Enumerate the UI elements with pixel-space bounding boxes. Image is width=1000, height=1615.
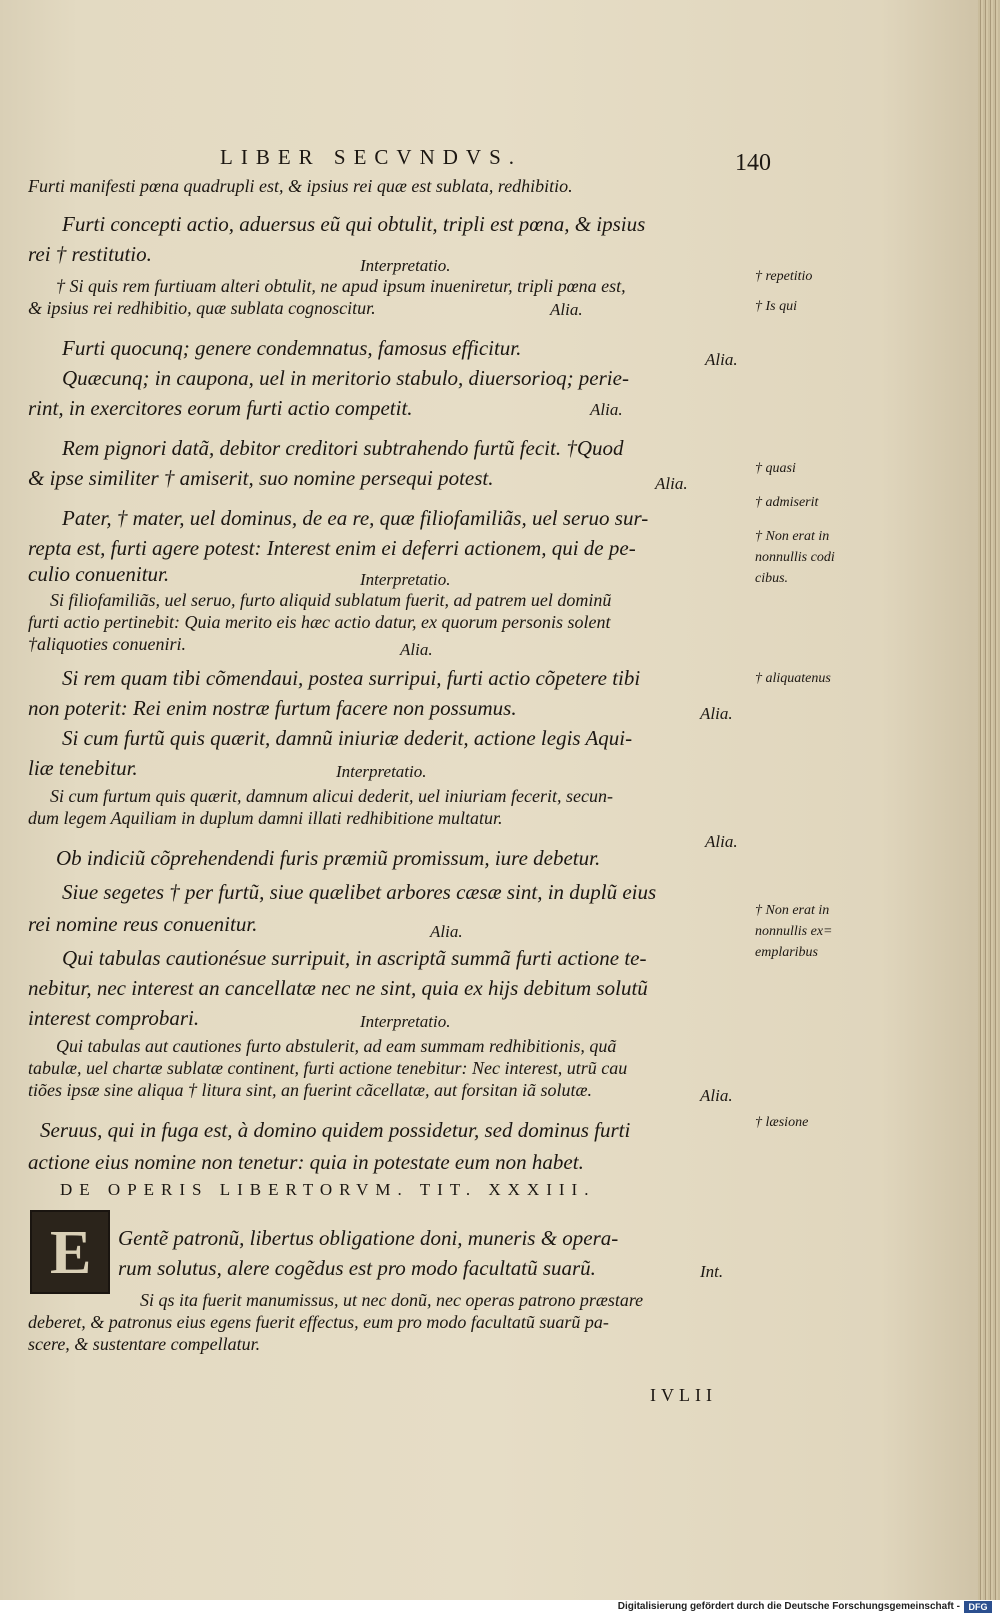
interpretatio-label: Interpretatio. [360,1012,451,1031]
text-line: culio conuenitur. [28,562,170,586]
text-line: Qui tabulas aut cautiones furto abstulerit, ad eam summam redhibitionis, quã [56,1036,617,1056]
alia-label: Alia. [705,350,738,369]
text-line: liæ tenebitur. [28,756,138,780]
text-line: dum legem Aquiliam in duplum damni illati redhibitione multatur. [28,808,503,828]
decorated-initial [30,1210,110,1294]
text-line: Siue segetes † per furtũ, siue quælibet arbores cæsæ sint, in duplũ eius [62,880,657,904]
text-line: Seruus, qui in fuga est, à domino quidem possidetur, sed dominus furti [40,1118,631,1142]
text-line: Rem pignori datã, debitor creditori subtrahendo furtũ fecit. †Quod [62,436,624,460]
text-line: Si cum furtũ quis quærit, damnũ iniuriæ dederit, actione legis Aqui- [62,726,633,750]
text-line: rei nomine reus conuenitur. [28,912,258,936]
text-line: tiões ipsæ sine aliqua † litura sint, an fuerint cãcellatæ, aut forsitan iã solutæ. [28,1080,593,1100]
margin-note: † aliquatenus [755,671,831,686]
catchword: IVLII [650,1385,717,1405]
interpretatio-label: Interpretatio. [336,762,427,781]
text-line: Si cum furtum quis quærit, damnum alicui dederit, uel iniuriam fecerit, secun- [50,786,613,806]
page-edge [978,0,1000,1602]
alia-label: Alia. [700,1086,733,1105]
text-line: & ipsius rei redhibitio, quæ sublata cognoscitur. [28,298,376,318]
margin-note: † Non erat in nonnullis ex= emplaribus [755,903,833,960]
text-line: †aliquoties conueniri. [28,634,186,654]
int-label: Int. [700,1262,724,1281]
alia-label: Alia. [590,400,623,419]
alia-label: Alia. [400,640,433,659]
text-line: furti actio pertinebit: Quia merito eis hæc actio datur, ex quorum personis solent [28,612,611,632]
section-title: DE OPERIS LIBERTORVM. TIT. XXXIII. [60,1180,596,1199]
text-line: Quæcunq; in caupona, uel in meritorio stabulo, diuersorioq; perie- [62,366,629,390]
margin-note: † Is qui [755,299,797,314]
text-line: nebitur, nec interest an cancellatæ nec ne sint, quia ex hijs debitum solutũ [28,976,648,1000]
text-line: actione eius nomine non tenetur: quia in potestate eum non habet. [28,1150,584,1174]
text-line: & ipse similiter † amiserit, suo nomine persequi potest. [28,466,494,490]
text-line: deberet, & patronus eius egens fuerit effectus, eum pro modo facultatũ suarũ pa- [28,1312,609,1332]
interpretatio-label: Interpretatio. [360,256,451,275]
text-line: Si rem quam tibi cõmendaui, postea surripui, furti actio cõpetere tibi [62,666,641,690]
margin-note: † læsione [755,1115,809,1130]
alia-label: Alia. [705,832,738,851]
dfg-logo: DFG [964,1601,992,1613]
text-line: Qui tabulas cautionésue surripuit, in ascriptã summã furti actione te- [62,946,647,970]
text-line: tabulæ, uel chartæ sublatæ continent, furti actione tenebitur: Nec interest, utrũ cau [28,1058,628,1078]
text-line: † Si quis rem furtiuam alteri obtulit, ne apud ipsum inueniretur, tripli pœna est, [56,276,626,296]
alia-label: Alia. [655,474,688,493]
margin-note: † quasi [755,461,796,476]
alia-label: Alia. [700,704,733,723]
text-line: rum solutus, alere cogẽdus est pro modo facultatũ suarũ. [118,1256,596,1280]
text-line: rint, in exercitores eorum furti actio competit. [28,396,413,420]
text-line: Gentẽ patronũ, libertus obligatione doni, muneris & opera- [118,1226,619,1250]
footer-credit: Digitalisierung gefördert durch die Deutsche Forschungsgemeinschaft - [617,1601,960,1612]
margin-note: † Non erat in nonnullis codi cibus. [755,529,835,586]
text-line: Furti concepti actio, aduersus eũ qui obtulit, tripli est pœna, & ipsius [62,212,646,236]
alia-label: Alia. [430,922,463,941]
initial-letter: E [50,1219,92,1287]
text-line: rei † restitutio. [28,242,152,266]
text-line: repta est, furti agere potest: Interest enim ei deferri actionem, qui de pe- [28,536,636,560]
margin-note: † repetitio [755,269,813,284]
interpretatio-label: Interpretatio. [360,570,451,589]
text-line: Pater, † mater, uel dominus, de ea re, quæ filiofamiliãs, uel seruo sur- [62,506,649,530]
text-line: Ob indiciũ cõprehendendi furis præmiũ promissum, iure debetur. [56,846,601,870]
text-line: interest comprobari. [28,1006,200,1030]
text-line: Furti manifesti pœna quadrupli est, & ipsius rei quæ est sublata, redhibitio. [28,176,573,196]
text-line: non poterit: Rei enim nostræ furtum facere non possumus. [28,696,517,720]
alia-label: Alia. [550,300,583,319]
margin-note: † admiserit [755,495,819,510]
text-line: Si filiofamiliãs, uel seruo, furto aliquid sublatum fuerit, ad patrem uel dominũ [50,590,612,610]
running-title: LIBER SECVNDVS. [220,145,523,169]
text-line: Furti quocunq; genere condemnatus, famosus efficitur. [62,336,522,360]
text-line: Si qs ita fuerit manumissus, ut nec donũ, nec operas patrono præstare [140,1290,644,1310]
text-line: scere, & sustentare compellatur. [28,1334,261,1354]
folio-number: 140 [735,150,771,176]
